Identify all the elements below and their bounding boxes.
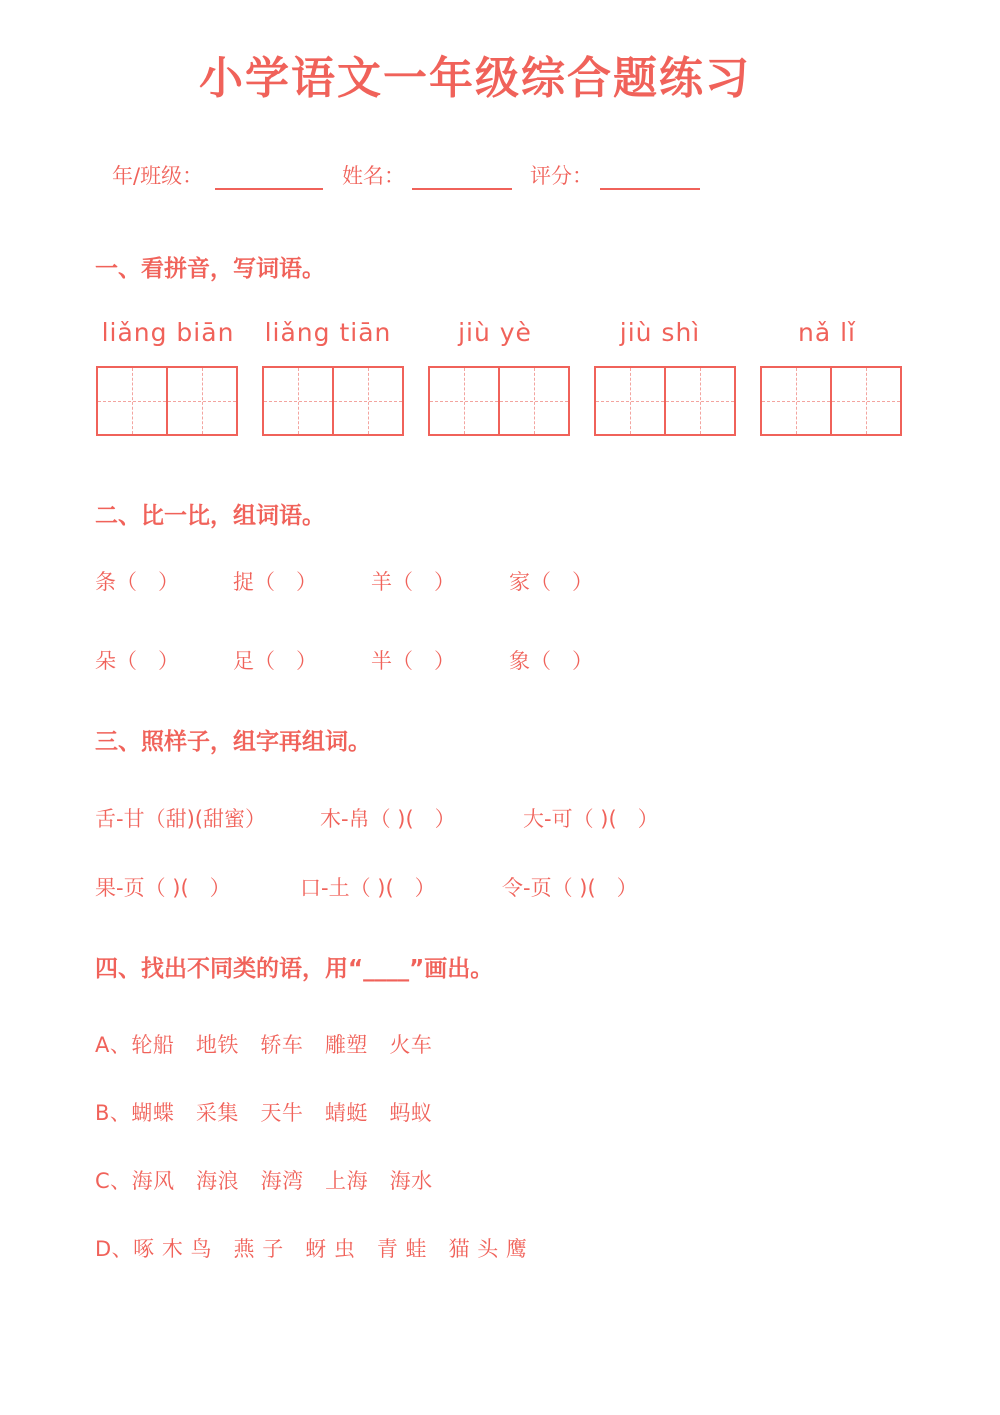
- writing-grid-3[interactable]: [428, 366, 570, 436]
- section2-heading: 二、比一比，组词语。: [95, 503, 325, 529]
- combine-item: 舌-甘（甜)(甜蜜）: [95, 807, 266, 831]
- compare-item: 羊（ ）: [371, 570, 455, 594]
- option-b: B、蝴蝶 采集 天牛 蜻蜓 蚂蚁: [95, 1101, 433, 1125]
- compare-item: 捉（ ）: [233, 570, 317, 594]
- name-field[interactable]: [412, 166, 512, 190]
- pinyin-5: nǎ lǐ: [797, 318, 856, 347]
- combine-item: 大-可（ )( ）: [523, 807, 659, 831]
- combine-item: 果-页（ )( ）: [95, 876, 231, 900]
- class-label: 年/班级：: [112, 164, 204, 188]
- combine-item: 令-页（ )( ）: [502, 876, 638, 900]
- option-a: A、轮船 地铁 轿车 雕塑 火车: [95, 1033, 433, 1057]
- name-label: 姓名：: [342, 164, 405, 188]
- writing-grid-1[interactable]: [96, 366, 238, 436]
- compare-item: 条（ ）: [95, 570, 179, 594]
- writing-grid-5[interactable]: [760, 366, 902, 436]
- writing-grid-4[interactable]: [594, 366, 736, 436]
- combine-item: 木-帛（ )( ）: [320, 807, 456, 831]
- compare-item: 朵（ ）: [95, 649, 179, 673]
- pinyin-4: jiù shì: [619, 318, 701, 347]
- section4-heading: 四、找出不同类的语，用“____”画出。: [95, 956, 494, 982]
- compare-item: 半（ ）: [371, 649, 455, 673]
- section3-heading: 三、照样子，组字再组词。: [95, 729, 371, 755]
- score-field[interactable]: [600, 166, 700, 190]
- pinyin-2: liǎng tiān: [264, 318, 392, 347]
- score-label: 评分：: [530, 164, 593, 188]
- option-c: C、海风 海浪 海湾 上海 海水: [95, 1169, 433, 1193]
- pinyin-3: jiù yè: [458, 318, 532, 347]
- combine-item: 口-土（ )( ）: [300, 876, 436, 900]
- writing-grid-2[interactable]: [262, 366, 404, 436]
- page-title: 小学语文一年级综合题练习: [199, 53, 751, 104]
- option-d: D、啄 木 鸟 燕 子 蚜 虫 青 蛙 猫 头 鹰: [95, 1237, 528, 1261]
- class-field[interactable]: [215, 166, 323, 190]
- compare-item: 象（ ）: [509, 649, 593, 673]
- compare-item: 足（ ）: [233, 649, 317, 673]
- compare-item: 家（ ）: [509, 570, 593, 594]
- pinyin-1: liǎng biān: [101, 318, 235, 347]
- section1-heading: 一、看拼音，写词语。: [95, 256, 325, 282]
